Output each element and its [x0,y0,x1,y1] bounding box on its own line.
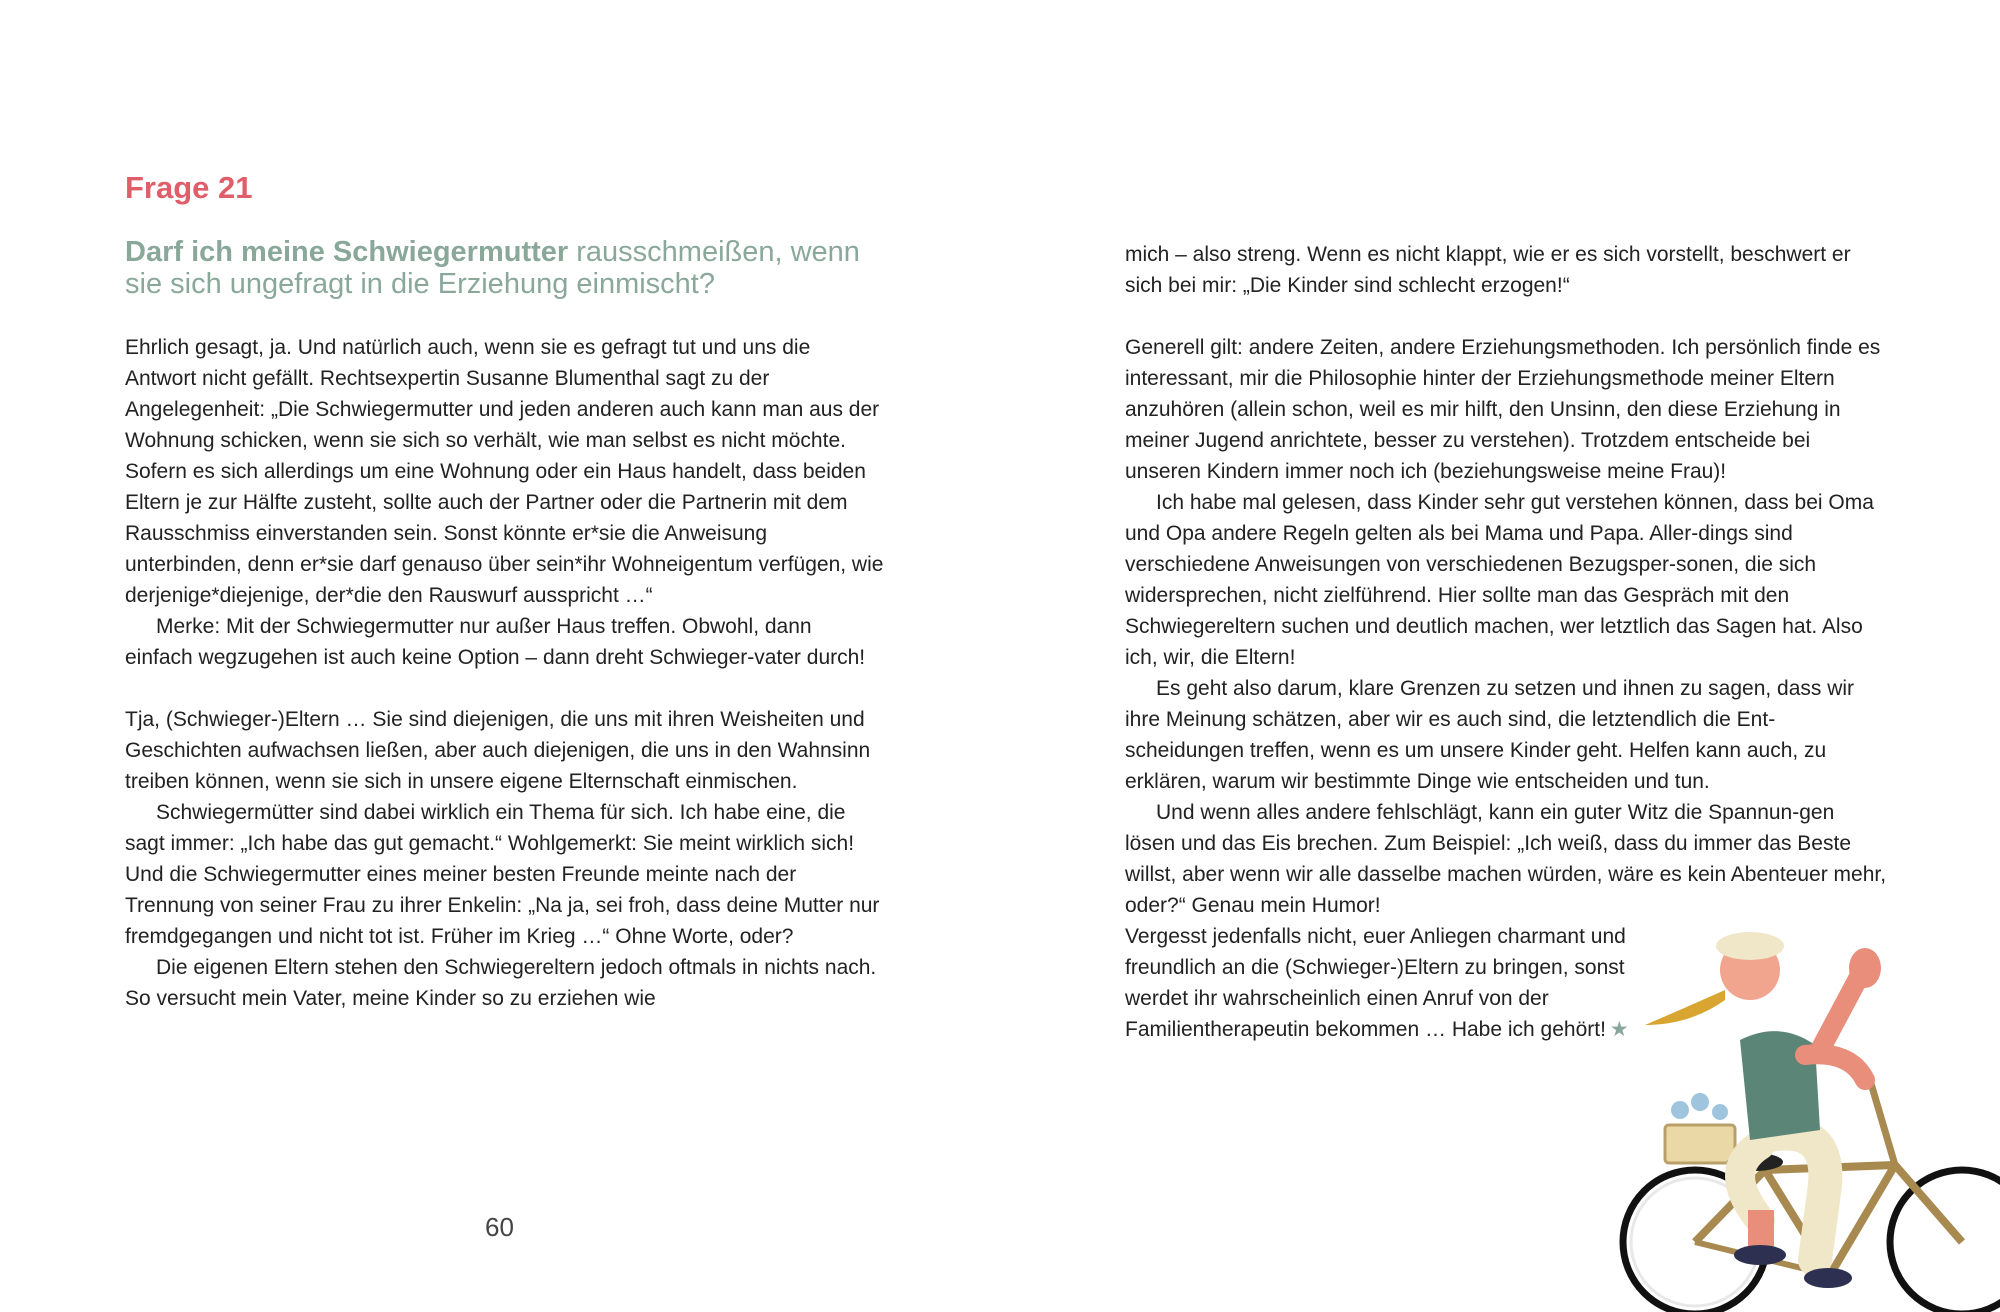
waving-hand [1849,948,1881,988]
paragraph: Es geht also darum, klare Grenzen zu setzen und ihnen zu sagen, dass wir ihre Meinung schätzen, aber wir es auch sind, die letztendlich die Ent-scheidungen treffen, wenn es um unsere Kinder geht. Helfen kann auch, zu erklären, warum wir bestimmte Dinge wie entscheiden und tun. [1125,677,1855,793]
question-number: Frage 21 [125,170,253,205]
paragraph: Ich habe mal gelesen, dass Kinder sehr gut verstehen können, dass bei Oma und Opa andere Regeln gelten als bei Mama und Papa. Aller-dings sind verschiedene Anweisungen von verschiedenen Bezugsper-sonen, die sich widersprechen, nicht zielführend. Hier sollte man das Gespräch mit den Schwiegereltern suchen und deutlich machen, wer letztlich das Sagen hat. Also ich, wir, die Eltern! [1125,491,1874,669]
grandma-on-bicycle-illustration [1600,930,2000,1312]
page-number: 60 [485,1212,514,1242]
paragraph: Schwiegermütter sind dabei wirklich ein Thema für sich. Ich habe eine, die sagt immer: „Ich habe das gut gemacht.“ Wohlgemerkt: Sie meint wirklich sich! Und die Schwiegermutter eines meiner besten Freunde meinte nach der Trennung von seiner Frau zu ihrer Enkelin: „Na ja, sei froh, dass deine Mutter nur fremdgegangen und nicht tot ist. Früher im Krieg …“ Ohne Worte, oder? [125,801,880,948]
closing-text: Vergesst jedenfalls nicht, euer Anliegen charmant und freundlich an die (Schwieger-)Eltern zu bringen, sonst werdet ihr wahrscheinlich einen Anruf von der Familientherapeutin bekommen … Habe ich gehört! ★ [1125,925,1629,1041]
paragraph: Die eigenen Eltern stehen den Schwiegereltern jedoch oftmals in nichts nach. So versucht mein Vater, meine Kinder so zu erziehen wie [125,956,877,1010]
left-body-text [125,332,885,1014]
right-body-text [1125,239,1887,1045]
paragraph: Ehrlich gesagt, ja. Und natürlich auch, wenn sie es gefragt tut und uns die Antwort nicht gefällt. Rechtsexpertin Susanne Blumenthal sagt zu der Angelegenheit: „Die Schwiegermutter und jeden anderen auch kann man aus der Wohnung schicken, wenn sie sich so verhält, wie man selbst es nicht möchte. Sofern es sich allerdings um eine Wohnung oder ein Haus handelt, dass beiden Eltern je zur Hälfte zusteht, sollte auch der Partner oder die Partnerin mit dem Rausschmiss einverstanden sein. Sonst könnte er*sie die Anweisung unterbinden, denn er*sie darf genauso über sein*ihr Wohneigentum verfügen, wie derjenige*diejenige, der*die den Rauswurf ausspricht …“ [125,336,884,607]
question-heading-bold: Darf ich meine Schwiegermutter [125,236,569,268]
paragraph: mich – also streng. Wenn es nicht klappt, wie er es sich vorstellt, beschwert er sich bei mir: „Die Kinder sind schlecht erzogen!“ [1125,243,1851,297]
question-heading-rest: rausschmeißen, wenn sie sich ungefragt in die Erziehung einmischt? [125,236,860,300]
paragraph: Generell gilt: andere Zeiten, andere Erziehungsmethoden. Ich persönlich finde es interessant, mir die Philosophie hinter der Erziehungsmethode meiner Eltern anzuhören (allein schon, weil es mir hilft, den Unsinn, den diese Erziehung in meiner Jugend anrichtete, besser zu verstehen). Trotzdem entscheide bei unseren Kindern immer noch ich (beziehungsweise meine Frau)! [1125,336,1881,483]
basket [1665,1125,1735,1163]
front-wheel [1890,1170,2000,1312]
paragraph: Und wenn alles andere fehlschlägt, kann ein guter Witz die Spannun-gen lösen und das Eis brechen. Zum Beispiel: „Ich weiß, dass du immer das Beste willst, aber wenn wir alle dasselbe machen würden, wäre es kein Abenteuer mehr, oder?“ Genau mein Humor! [1125,801,1887,917]
scarf [1645,990,1725,1025]
star-icon: ★ [1609,1018,1629,1041]
question-heading [125,236,885,300]
paragraph: Tja, (Schwieger-)Eltern … Sie sind diejenigen, die uns mit ihren Weisheiten und Geschichten aufwachsen ließen, aber auch diejenigen, die uns in den Wahnsinn treiben können, wenn sie sich in unsere eigene Elternschaft einmischen. [125,708,871,793]
paragraph: Merke: Mit der Schwiegermutter nur außer Haus treffen. Obwohl, dann einfach wegzugehen ist auch keine Option – dann dreht Schwieger-vater durch! [125,615,866,669]
hat [1716,932,1784,960]
